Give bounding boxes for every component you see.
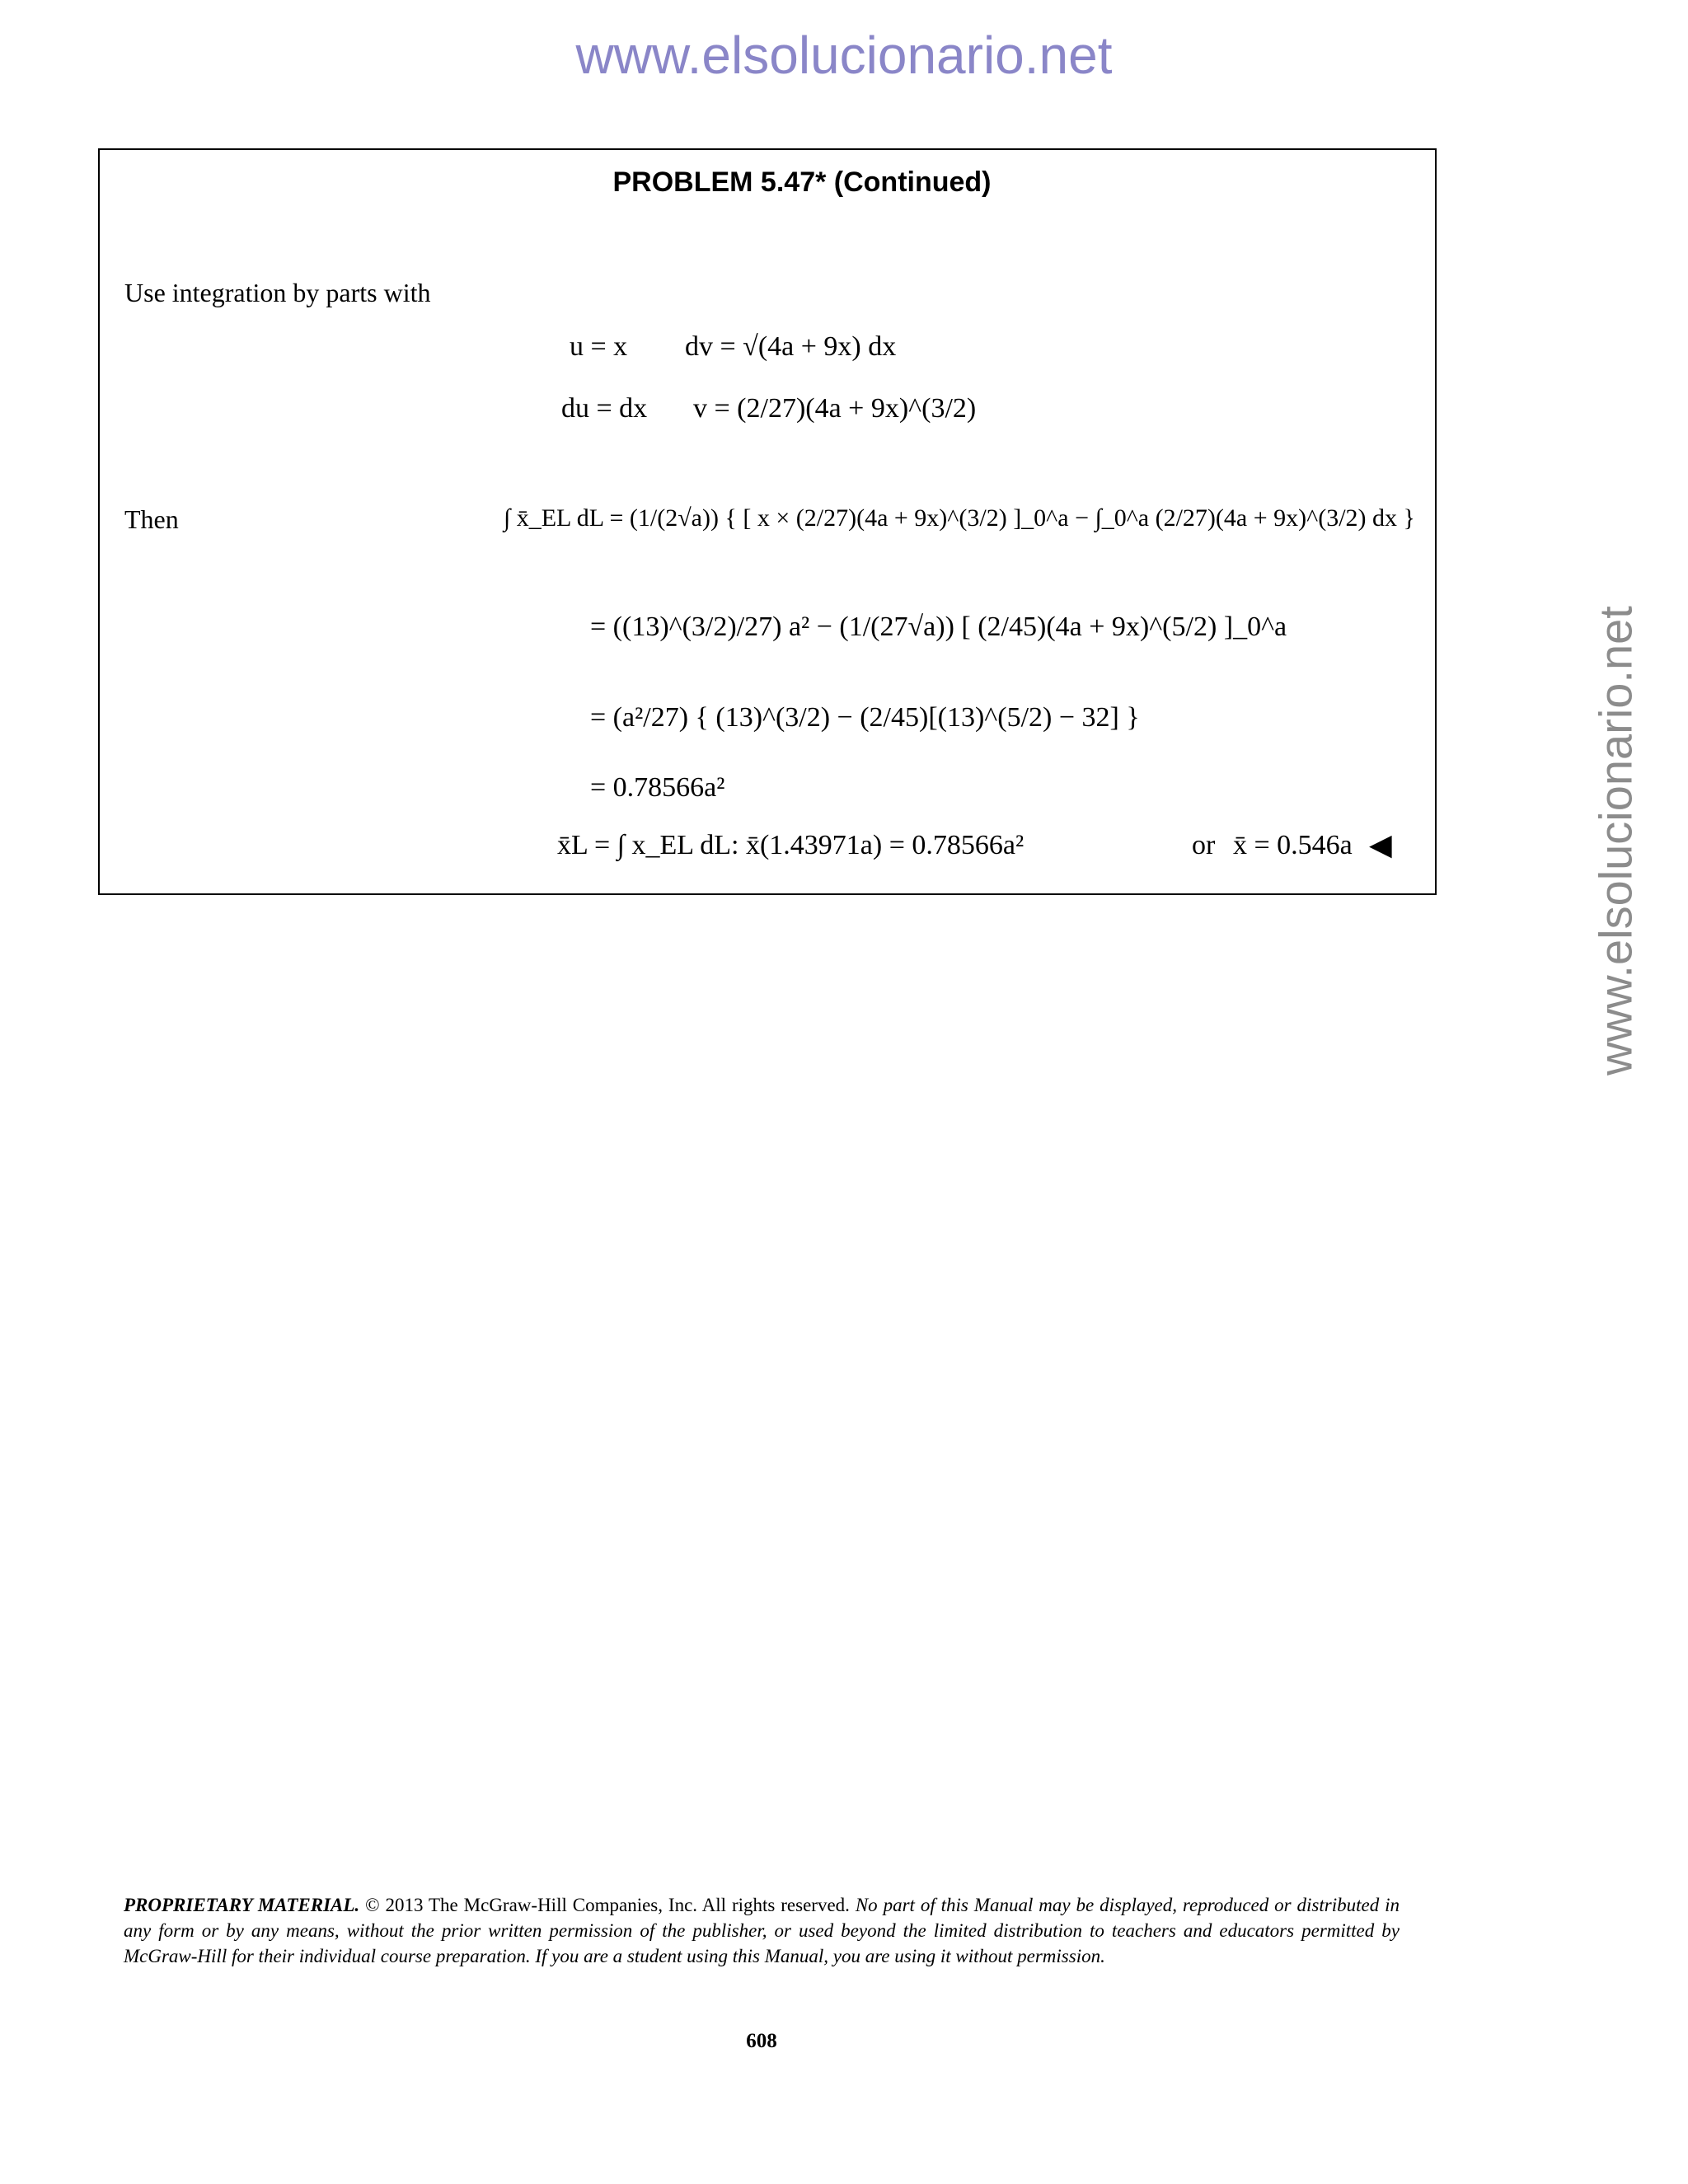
equation-du: du = dx <box>561 393 648 424</box>
then-label: Then <box>124 504 179 534</box>
or-label: or <box>1192 830 1216 860</box>
watermark-side-text: www.elsolucionario.net <box>1589 606 1642 1076</box>
equation-step3: = 0.78566a² <box>590 772 725 803</box>
equation-final: x̄L = ∫ x_EL dL: x̄(1.43971a) = 0.78566a² <box>557 830 1025 860</box>
equation-step2: = (a²/27) { (13)^(3/2) − (2/45)[(13)^(5/2) − 32] } <box>590 702 1140 733</box>
final-answer: x̄ = 0.546a <box>1233 830 1353 860</box>
footer-notice-text: No part of this Manual may be displayed, reproduced or distributed in any form or by any means, without the prior written permission of the publisher, or used beyond the limited distribution to teachers and educators permitted by McGraw-Hill for their individual course preparation. If you are a student using this Manual, you are using it without permission. <box>124 1895 1400 1966</box>
equation-integral: ∫ x̄_EL dL = (1/(2√a)) { [ x × (2/27)(4a + 9x)^(3/2) ]_0^a − ∫_0^a (2/27)(4a + 9x)^(3/2) dx } <box>504 504 1415 532</box>
footer-bold-lead: PROPRIETARY MATERIAL. <box>124 1895 360 1915</box>
equation-dv: dv = √(4a + 9x) dx <box>685 331 897 362</box>
watermark-top: www.elsolucionario.net <box>575 26 1113 85</box>
problem-frame <box>98 148 1437 895</box>
footer-copyright: © 2013 The McGraw-Hill Companies, Inc. All rights reserved. <box>359 1895 856 1915</box>
equation-u: u = x <box>570 331 628 362</box>
equation-v: v = (2/27)(4a + 9x)^(3/2) <box>693 393 977 424</box>
answer-marker-icon: ◀ <box>1369 828 1392 861</box>
problem-title: PROBLEM 5.47* (Continued) <box>612 166 992 198</box>
equation-step1: = ((13)^(3/2)/27) a² − (1/(27√a)) [ (2/45)(4a + 9x)^(5/2) ]_0^a <box>590 612 1287 642</box>
page-number: 608 <box>746 2030 777 2052</box>
intro-text: Use integration by parts with <box>124 278 431 307</box>
footer-notice <box>124 1892 1400 1969</box>
